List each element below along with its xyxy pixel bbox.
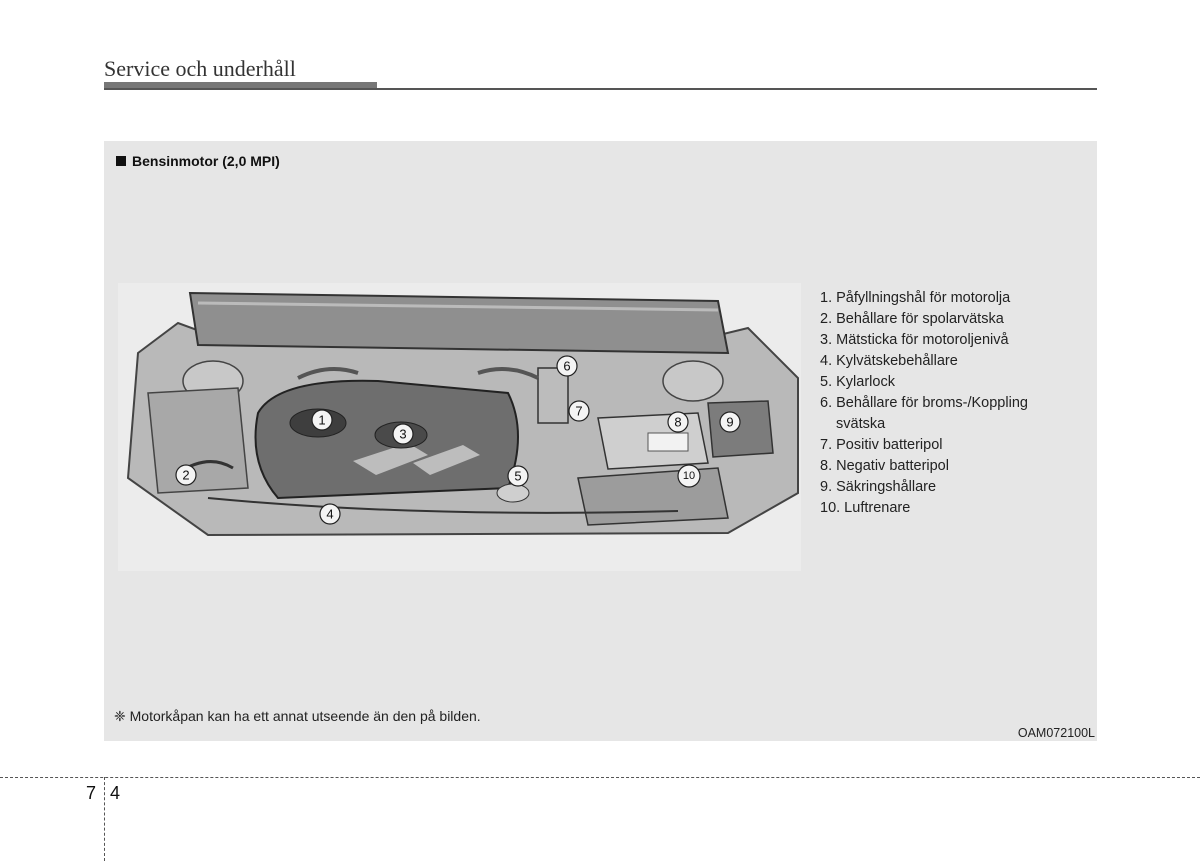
callout-3 (393, 424, 413, 444)
legend-item: 1. Påfyllningshål för motorolja (820, 290, 1011, 306)
legend-item: 3. Mätsticka för motoroljenivå (820, 332, 1009, 348)
callout-7 (569, 401, 589, 421)
callout-2-label: 2 (182, 467, 190, 483)
chapter-number: 7 (86, 783, 97, 803)
legend-item: 9. Säkringshållare (820, 479, 937, 495)
callout-4 (320, 504, 340, 524)
legend-item: 2. Behållare för spolarvätska (820, 311, 1004, 327)
engine-illustration (118, 283, 801, 571)
engine-bay-drawing (118, 283, 801, 571)
parts-legend (820, 288, 1085, 519)
callout-9-label: 9 (726, 414, 734, 430)
figure-panel (104, 141, 1097, 741)
figure-code: OAM072100L (1017, 726, 1095, 740)
brake-reservoir-shape (538, 368, 568, 423)
page-number: 4 (110, 783, 121, 803)
callout-2 (176, 465, 196, 485)
legend-item: 7. Positiv batteripol (820, 437, 943, 453)
callout-7-label: 7 (575, 403, 583, 419)
panel-heading-text: Bensinmotor (2,0 MPI) (132, 153, 280, 169)
figure-note: ❈ Motorkåpan kan ha ett annat utseende än den på bilden. (114, 708, 481, 724)
callout-5 (508, 466, 528, 486)
cowl-panel (190, 293, 728, 353)
battery-label (648, 433, 688, 451)
callout-10-label: 10 (682, 470, 696, 482)
legend-item: 10. Luftrenare (820, 500, 911, 516)
callout-9 (720, 412, 740, 432)
callout-8-label: 8 (674, 414, 682, 430)
footer-dashed-rule (0, 777, 1200, 778)
callout-6 (557, 356, 577, 376)
legend-item: 8. Negativ batteripol (820, 458, 949, 474)
callout-1-label: 1 (318, 412, 326, 428)
callout-5-label: 5 (514, 468, 522, 484)
footer-dashed-divider (104, 777, 105, 861)
callout-10 (678, 465, 700, 487)
callout-3-label: 3 (399, 426, 407, 442)
callout-8 (668, 412, 688, 432)
air-cleaner-shape (578, 468, 728, 525)
legend-item-continuation: svätska (836, 416, 886, 432)
square-bullet-icon (116, 156, 126, 166)
legend-item: 5. Kylarlock (820, 374, 895, 390)
right-strut-tower (663, 361, 723, 401)
legend-item: 6. Behållare för broms-/Koppling (820, 395, 1028, 411)
fuse-box-shape (708, 401, 773, 457)
callout-1 (312, 410, 332, 430)
callout-4-label: 4 (326, 506, 334, 522)
page-title: Service och underhåll (104, 56, 296, 81)
callout-6-label: 6 (563, 358, 571, 374)
panel-heading (116, 153, 280, 169)
legend-item: 4. Kylvätskebehållare (820, 353, 958, 369)
washer-reservoir-shape (148, 388, 248, 493)
radiator-cap-shape (497, 484, 529, 502)
title-rule-thin (104, 88, 1097, 90)
